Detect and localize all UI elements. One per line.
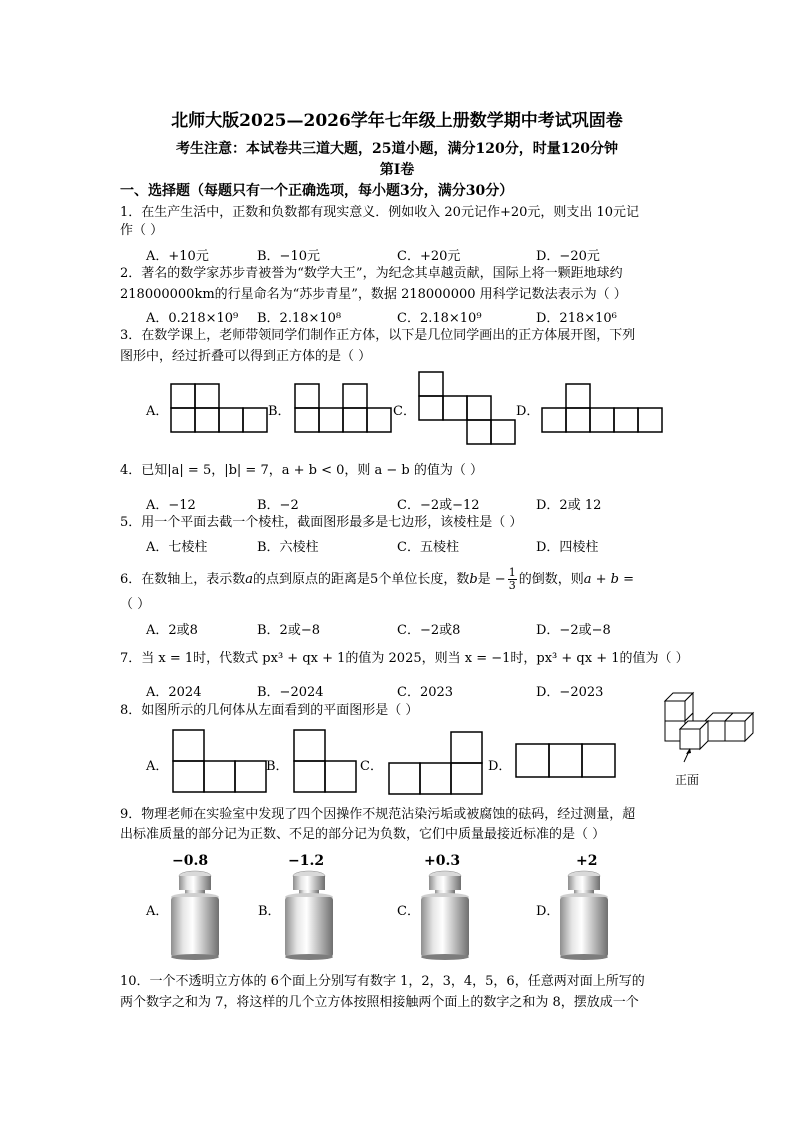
- question-4-line1: 4．已知|a| = 5，|b| = 7，a + b < 0，则 a − b 的值为（ ）: [120, 463, 484, 478]
- q3-option-c[interactable]: C．: [393, 404, 416, 419]
- q1-option-d[interactable]: D．−20元: [536, 249, 600, 264]
- weight-d-value: +2: [576, 853, 598, 869]
- q6-var-a: a: [245, 572, 254, 587]
- q6-text-a: 6．在数轴上，表示数: [120, 572, 246, 587]
- q5-option-c[interactable]: C．五棱柱: [397, 540, 459, 555]
- q6-option-b[interactable]: B．2或−8: [257, 623, 320, 638]
- q8-view-d: [515, 743, 617, 779]
- volume-heading: 第Ⅰ卷: [379, 162, 415, 178]
- question-9-line2: 出标准质量的部分记为正数、不足的部分记为负数，它们中质量最接近标准的是（ ）: [120, 827, 606, 842]
- q1-option-a[interactable]: A．+10元: [146, 249, 209, 264]
- q3-option-d[interactable]: D．: [516, 404, 540, 419]
- weight-d-image: [558, 869, 610, 961]
- question-7-line1: 7．当 x = 1时，代数式 px³ + qx + 1的值为 2025，则当 x = −1时，px³ + qx + 1的值为（ ）: [120, 651, 689, 666]
- q3-net-b: [294, 383, 394, 433]
- question-6-line2: （ ）: [120, 597, 151, 612]
- q7-option-a[interactable]: A．2024: [146, 685, 202, 700]
- q9-option-d[interactable]: D．: [536, 904, 560, 919]
- q4-option-d[interactable]: D．2或 12: [536, 498, 602, 513]
- q6-option-d[interactable]: D．−2或−8: [536, 623, 611, 638]
- section-heading: 一、选择题（每题只有一个正确选项，每小题3分，满分30分）: [120, 183, 514, 199]
- q6-text-d: 的倒数，则: [518, 572, 584, 587]
- q6-text-b: 的点到原点的距离是5个单位长度，数: [253, 572, 470, 587]
- q8-view-c: [388, 731, 483, 795]
- q9-option-a[interactable]: A．: [146, 904, 169, 919]
- q6-text-c: 是 −: [477, 572, 506, 587]
- q2-option-c[interactable]: C．2.18×10⁹: [397, 311, 482, 326]
- q2-option-a[interactable]: A．0.218×10⁹: [146, 311, 239, 326]
- q6-fraction: [508, 567, 517, 592]
- weight-b-image: [283, 869, 335, 961]
- q6-option-c[interactable]: C．−2或8: [397, 623, 461, 638]
- q9-option-c[interactable]: C．: [397, 904, 420, 919]
- q8-option-a[interactable]: A．: [146, 759, 169, 774]
- weight-c-image: [419, 869, 471, 961]
- q8-option-b[interactable]: B．: [266, 759, 289, 774]
- q1-option-b[interactable]: B．−10元: [257, 249, 320, 264]
- q3-net-d: [541, 383, 667, 433]
- q1-option-c[interactable]: C．+20元: [397, 249, 461, 264]
- q3-option-b[interactable]: B．: [268, 404, 291, 419]
- q5-option-d[interactable]: D．四棱柱: [536, 540, 599, 555]
- q8-view-a: [172, 729, 267, 793]
- weight-a-image: [169, 869, 221, 961]
- question-3-line2: 图形中，经过折叠可以得到正方体的是（ ）: [120, 349, 372, 364]
- question-2-line2: 218000000km的行星命名为“苏步青星”，数据 218000000 用科学记数法表示为（ ）: [120, 287, 627, 302]
- q3-net-c: [418, 371, 518, 445]
- q5-option-b[interactable]: B．六棱柱: [257, 540, 319, 555]
- question-3-line1: 3．在数学课上，老师带领同学们制作正方体，以下是几位同学画出的正方体展开图，下列: [120, 328, 636, 343]
- q4-option-c[interactable]: C．−2或−12: [397, 498, 480, 513]
- q4-option-b[interactable]: B．−2: [257, 498, 299, 513]
- q2-option-d[interactable]: D．218×10⁶: [536, 311, 617, 326]
- q6-var-b: b: [469, 572, 478, 587]
- q3-option-a[interactable]: A．: [146, 404, 169, 419]
- question-8-line1: 8．如图所示的几何体从左面看到的平面图形是（ ）: [120, 703, 419, 718]
- q7-option-b[interactable]: B．−2024: [257, 685, 324, 700]
- q7-option-d[interactable]: D．−2023: [536, 685, 604, 700]
- question-1-line1: 1．在生产生活中，正数和负数都有现实意义．例如收入 20元记作+20元，则支出 10元记: [120, 205, 640, 220]
- front-view-label: 正面: [675, 773, 700, 787]
- question-1-line2: 作（ ）: [120, 223, 164, 238]
- question-9-line1: 9．物理老师在实验室中发现了四个因操作不规范沾染污垢或被腐蚀的砝码，经过测量，超: [120, 807, 636, 822]
- q6-frac-num: 1: [508, 566, 516, 579]
- q7-option-c[interactable]: C．2023: [397, 685, 454, 700]
- weight-b-value: −1.2: [288, 853, 325, 869]
- q5-option-a[interactable]: A．七棱柱: [146, 540, 208, 555]
- q9-option-b[interactable]: B．: [258, 904, 281, 919]
- question-10-line2: 两个数字之和为 7，将这样的几个立方体按照相接触两个面上的数字之和为 8，摆放成一个: [120, 995, 639, 1010]
- weight-a-value: −0.8: [172, 853, 209, 869]
- q4-option-a[interactable]: A．−12: [146, 498, 196, 513]
- weight-c-value: +0.3: [424, 853, 461, 869]
- question-6-line1: [120, 567, 634, 592]
- q8-option-c[interactable]: C．: [360, 759, 383, 774]
- q3-net-a: [170, 383, 270, 433]
- q6-option-a[interactable]: A．2或8: [146, 623, 198, 638]
- q6-expr: a + b =: [583, 572, 634, 587]
- page-title: 北师大版2025—2026学年七年级上册数学期中考试巩固卷: [171, 111, 623, 131]
- question-5-line1: 5．用一个平面去截一个棱柱，截面图形最多是七边形，该棱柱是（ ）: [120, 515, 523, 530]
- q2-option-b[interactable]: B．2.18×10⁸: [257, 311, 342, 326]
- question-10-line1: 10．一个不透明立方体的 6个面上分别写有数字 1，2，3，4，5，6，任意两对面上所写的: [120, 974, 645, 989]
- q8-solid-figure: [660, 690, 752, 770]
- q6-frac-den: 3: [508, 579, 516, 592]
- question-2-line1: 2．著名的数学家苏步青被誉为“数学大王”，为纪念其卓越贡献，国际上将一颗距地球约: [120, 266, 623, 281]
- q8-view-b: [293, 729, 357, 793]
- exam-notice: 考生注意：本试卷共三道大题，25道小题，满分120分，时量120分钟: [176, 141, 618, 157]
- q8-option-d[interactable]: D．: [488, 759, 512, 774]
